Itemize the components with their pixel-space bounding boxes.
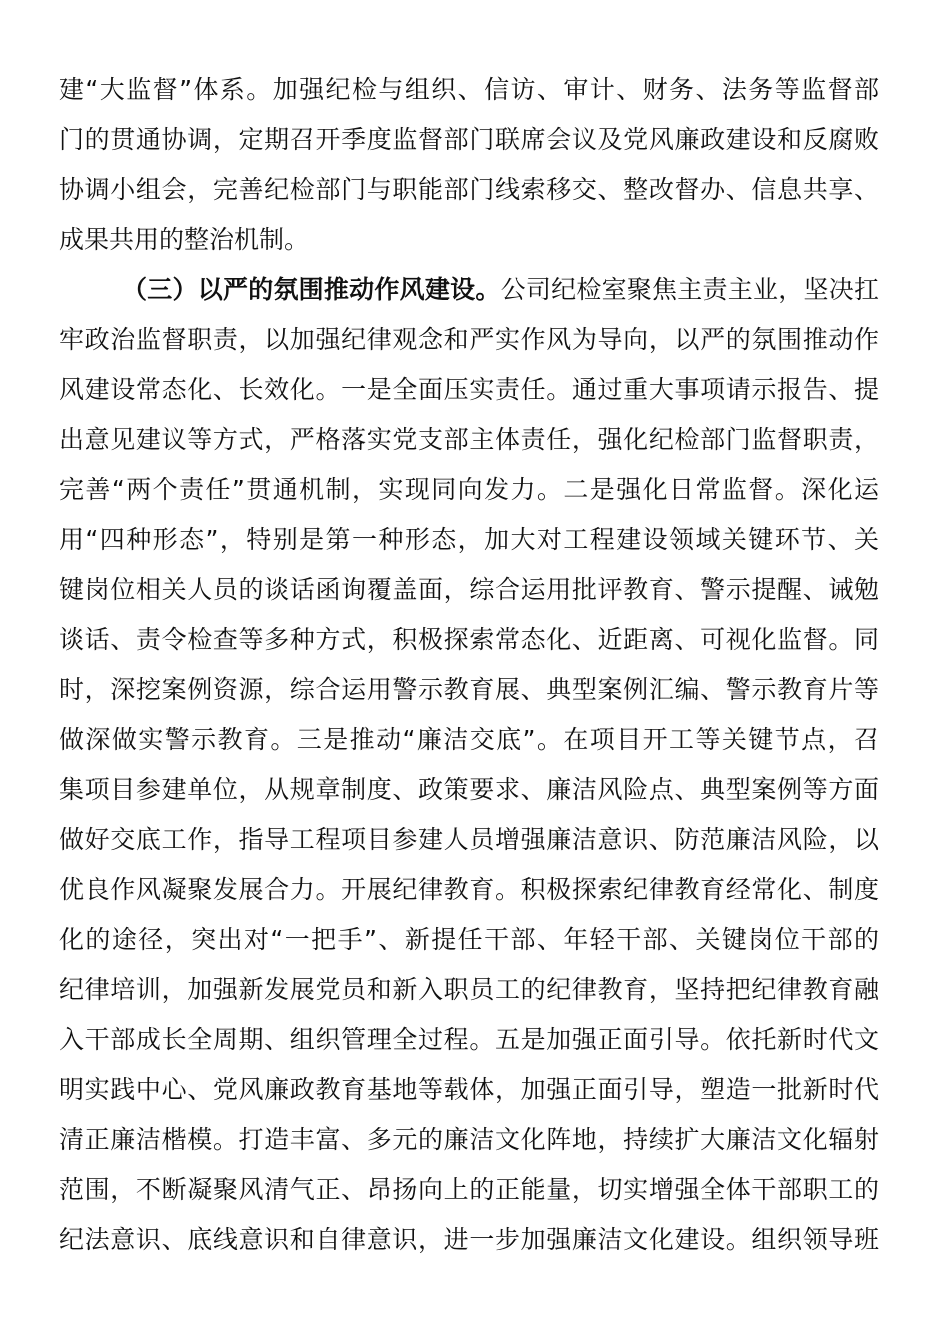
paragraph-2-line-12: 做好交底工作，指导工程项目参建人员增强廉洁意识、防范廉洁风险，以 [59, 825, 879, 854]
section-heading: （三）以严的氛围推动作风建设。 [122, 275, 501, 304]
paragraph-1-line-1: 建“大监督”体系。加强纪检与组织、信访、审计、财务、法务等监督部 [59, 75, 879, 104]
paragraph-1-line-2: 门的贯通协调，定期召开季度监督部门联席会议及党风廉政建设和反腐败 [59, 125, 879, 154]
paragraph-2-line-17: 明实践中心、党风廉政教育基地等载体，加强正面引导，塑造一批新时代 [59, 1075, 879, 1104]
paragraph-2-line-19: 范围，不断凝聚风清气正、昂扬向上的正能量，切实增强全体干部职工的 [59, 1175, 879, 1204]
document-body [59, 65, 879, 1265]
paragraph-2-line-7: 键岗位相关人员的谈话函询覆盖面，综合运用批评教育、警示提醒、诫勉 [59, 575, 879, 604]
paragraph-2-line-10: 做深做实警示教育。三是推动“廉洁交底”。在项目开工等关键节点，召 [59, 725, 879, 754]
paragraph-2-line-2: 牢政治监督职责，以加强纪律观念和严实作风为导向，以严的氛围推动作 [59, 325, 879, 354]
paragraph-2-line-14: 化的途径，突出对“一把手”、新提任干部、年轻干部、关键岗位干部的 [59, 925, 879, 954]
paragraph-2-line-5: 完善“两个责任”贯通机制，实现同向发力。二是强化日常监督。深化运 [59, 475, 879, 504]
paragraph-2-line-18: 清正廉洁楷模。打造丰富、多元的廉洁文化阵地，持续扩大廉洁文化辐射 [59, 1125, 879, 1154]
paragraph-2-line-16: 入干部成长全周期、组织管理全过程。五是加强正面引导。依托新时代文 [59, 1025, 879, 1054]
paragraph-2-line-13: 优良作风凝聚发展合力。开展纪律教育。积极探索纪律教育经常化、制度 [59, 875, 879, 904]
paragraph-2-line-11: 集项目参建单位，从规章制度、政策要求、廉洁风险点、典型案例等方面 [59, 775, 879, 804]
paragraph-2-line-4: 出意见建议等方式，严格落实党支部主体责任，强化纪检部门监督职责， [59, 425, 879, 454]
paragraph-1-line-3: 协调小组会，完善纪检部门与职能部门线索移交、整改督办、信息共享、 [59, 175, 879, 204]
paragraph-2-line-9: 时，深挖案例资源，综合运用警示教育展、典型案例汇编、警示教育片等 [59, 675, 879, 704]
paragraph-2-line-1 [59, 265, 879, 315]
paragraph-2-line-6: 用“四种形态”，特别是第一种形态，加大对工程建设领域关键环节、关 [59, 525, 879, 554]
paragraph-2-line-1-text: 公司纪检室聚焦主责主业，坚决扛 [500, 275, 879, 304]
paragraph-1-line-4: 成果共用的整治机制。 [59, 225, 310, 254]
paragraph-2-line-3: 风建设常态化、长效化。一是全面压实责任。通过重大事项请示报告、提 [59, 375, 879, 404]
paragraph-2-line-8: 谈话、责令检查等多种方式，积极探索常态化、近距离、可视化监督。同 [59, 625, 879, 654]
paragraph-2-line-15: 纪律培训，加强新发展党员和新入职员工的纪律教育，坚持把纪律教育融 [59, 975, 879, 1004]
paragraph-2-line-20: 纪法意识、底线意识和自律意识，进一步加强廉洁文化建设。组织领导班 [59, 1225, 879, 1254]
